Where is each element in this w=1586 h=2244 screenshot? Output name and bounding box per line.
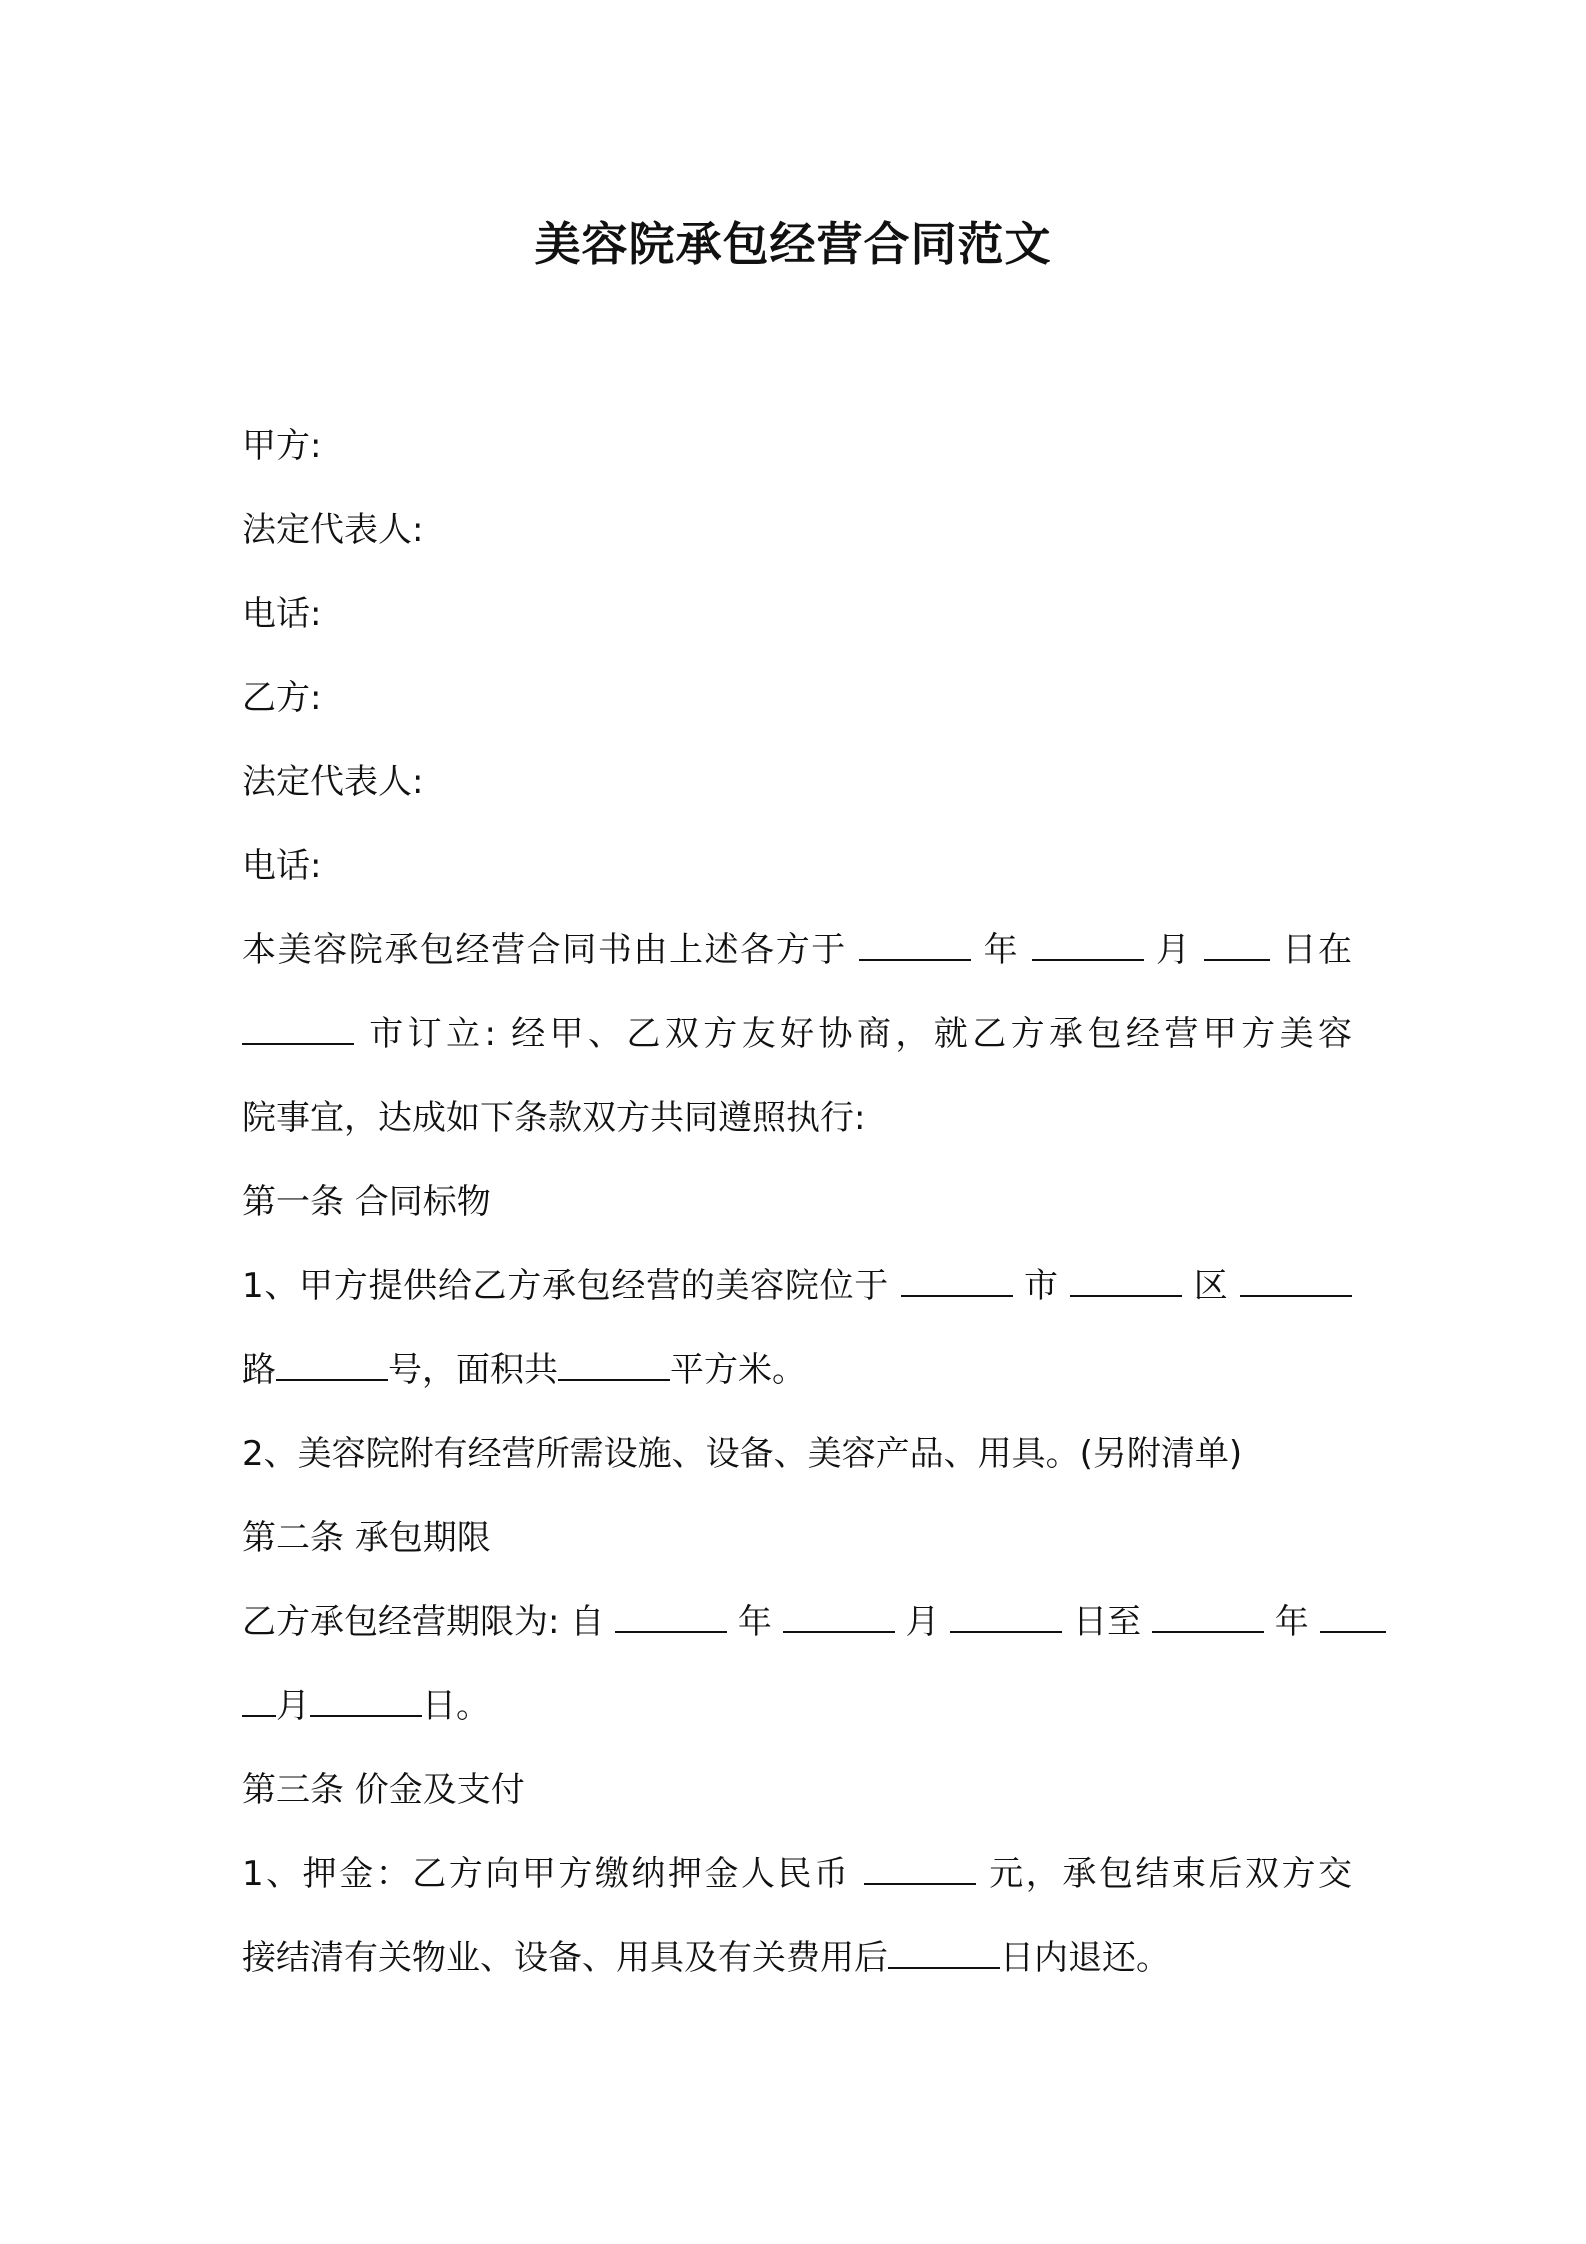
document-body: [242, 404, 1352, 2000]
article-2-term-line-1: [242, 1580, 1352, 1664]
deposit-text: 1、押金：乙方向甲方缴纳押金人民币: [242, 1854, 851, 1894]
start-day-label: 日至: [1073, 1602, 1142, 1642]
party-a-label: 甲方:: [242, 426, 322, 466]
blank-refund-days: [888, 1937, 1000, 1969]
intro-city: 市订立:: [369, 1014, 496, 1054]
blank-start-day: [950, 1601, 1062, 1633]
blank-area: [558, 1349, 670, 1381]
settlement-text: 接结清有关物业、设备、用具及有关费用后: [242, 1938, 888, 1978]
location-text: 1、甲方提供给乙方承包经营的美容院位于: [242, 1266, 890, 1306]
blank-end-day: [310, 1685, 422, 1717]
article-1-heading: 第一条 合同标物: [242, 1182, 491, 1222]
intro-line-2: [242, 992, 1352, 1076]
intro-month: 月: [1156, 930, 1192, 970]
party-b-representative-label: 法定代表人:: [242, 762, 424, 802]
blank-end-year: [1152, 1601, 1264, 1633]
blank-city: [242, 1013, 354, 1045]
blank-month: [1032, 929, 1144, 961]
blank-city: [901, 1265, 1013, 1297]
blank-deposit-amount: [864, 1853, 976, 1885]
article-3-deposit-line-1: [242, 1832, 1352, 1916]
square-meter-label: 平方米。: [670, 1350, 806, 1390]
refund-text: 日内退还。: [1000, 1938, 1170, 1978]
document-title: 美容院承包经营合同范文: [534, 217, 1052, 271]
blank-start-month: [783, 1601, 895, 1633]
blank-end-month: [242, 1685, 276, 1717]
term-text: 乙方承包经营期限为: 自: [242, 1602, 605, 1642]
party-a-representative-label: 法定代表人:: [242, 510, 424, 550]
intro-text: 本美容院承包经营合同书由上述各方于: [242, 930, 847, 970]
blank-start-year: [615, 1601, 727, 1633]
blank-year: [859, 929, 971, 961]
intro-negotiation: 经甲、乙双方友好协商，就乙方承包经营甲方美容: [511, 1014, 1352, 1054]
blank-district: [1070, 1265, 1182, 1297]
intro-line-1: [242, 908, 1352, 992]
start-month-label: 月: [905, 1602, 940, 1642]
intro-year: 年: [983, 930, 1020, 970]
district-label: 区: [1193, 1266, 1229, 1306]
party-a-phone-label: 电话:: [242, 594, 322, 634]
article-1-item-1-line-1: [242, 1244, 1352, 1328]
deposit-currency-text: 元，承包结束后双方交: [989, 1854, 1353, 1894]
intro-line-3: 院事宜，达成如下条款双方共同遵照执行:: [242, 1098, 866, 1138]
blank-end-month-part: [1320, 1601, 1386, 1633]
blank-number: [276, 1349, 388, 1381]
party-b-phone-label: 电话:: [242, 846, 322, 886]
start-year-label: 年: [737, 1602, 772, 1642]
article-1-item-2: 2、美容院附有经营所需设施、设备、美容产品、用具。(另附清单): [242, 1434, 1243, 1474]
party-b-label: 乙方:: [242, 678, 322, 718]
blank-road: [1240, 1265, 1352, 1297]
intro-day: 日在: [1282, 930, 1353, 970]
article-1-item-1-line-2: [242, 1328, 1352, 1412]
article-2-heading: 第二条 承包期限: [242, 1518, 491, 1558]
end-month-label: 月: [276, 1686, 310, 1726]
end-day-label: 日。: [422, 1686, 490, 1726]
blank-day: [1204, 929, 1270, 961]
road-label: 路: [242, 1350, 276, 1390]
article-3-deposit-line-2: [242, 1916, 1352, 2000]
article-2-term-line-2: [242, 1664, 1352, 1748]
article-3-heading: 第三条 价金及支付: [242, 1770, 525, 1810]
number-area-label: 号，面积共: [388, 1350, 558, 1390]
end-year-label: 年: [1274, 1602, 1309, 1642]
city-label: 市: [1024, 1266, 1059, 1306]
